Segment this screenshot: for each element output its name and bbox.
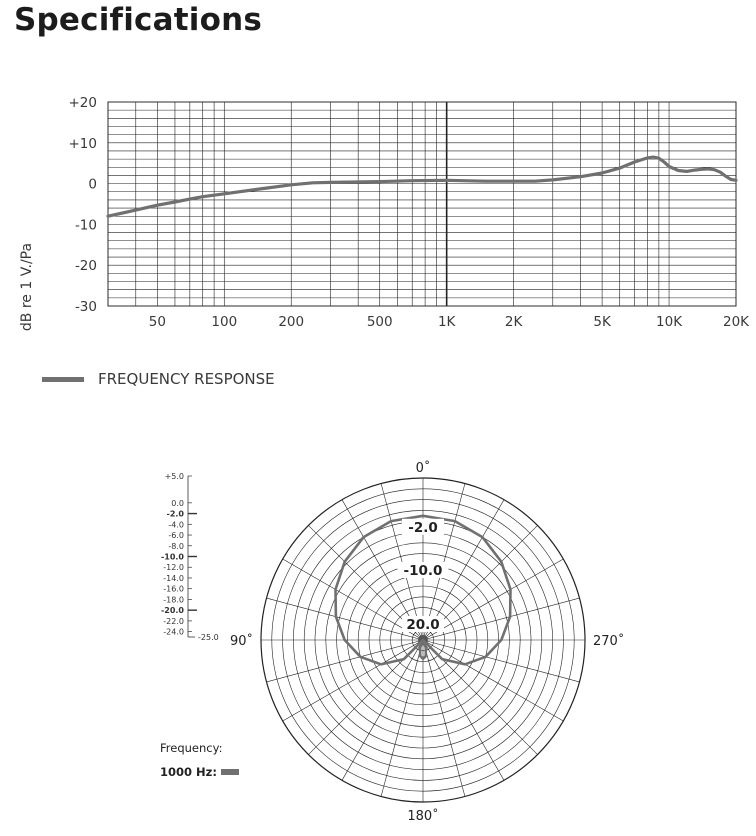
x-tick-label: 100: [211, 314, 238, 330]
y-axis-label: dB re 1 V./Pa: [19, 242, 35, 332]
y-tick-label: -30: [74, 299, 97, 315]
x-tick-label: 1K: [437, 314, 456, 330]
scale-label: -16.0: [163, 584, 184, 594]
scale-label: -8.0: [168, 541, 184, 551]
y-tick-label: -20: [74, 258, 97, 275]
scale-label: -10.0: [160, 552, 184, 562]
x-tick-label: 50: [148, 314, 166, 330]
scale-label: -22.0: [163, 616, 184, 626]
polar-spoke: [342, 640, 423, 780]
polar-legend-label: 1000 Hz:: [160, 765, 217, 779]
grid: [108, 102, 736, 306]
polar-spoke: [283, 640, 423, 721]
scale-label: -2.0: [166, 509, 184, 519]
legend-label: FREQUENCY RESPONSE: [98, 370, 275, 388]
angle-label: 180˚: [407, 809, 439, 824]
y-tick-label: 0: [88, 176, 97, 193]
x-tick-label: 2K: [504, 314, 523, 330]
ring-label: 20.0: [406, 617, 440, 633]
scale-label: 0.0: [171, 498, 184, 508]
polar-legend-swatch: [221, 769, 239, 775]
angle-label: 270˚: [593, 634, 625, 649]
scale-label: -20.0: [160, 606, 184, 616]
frequency-response-legend: [42, 369, 275, 389]
ring-label: -2.0: [408, 519, 438, 536]
y-tick-label: +10: [68, 135, 97, 152]
scale-label: -25.0: [198, 633, 219, 642]
scale-label: -18.0: [163, 595, 184, 605]
polar-spoke: [267, 598, 423, 640]
scale-label: -12.0: [163, 563, 184, 573]
scale-label: -24.0: [163, 627, 184, 637]
polar-pattern-chart: [0, 440, 756, 836]
legend-swatch: [42, 377, 84, 382]
polar-legend-entry: [160, 765, 239, 779]
ring-label: -10.0: [403, 563, 443, 579]
x-tick-label: 200: [278, 314, 305, 330]
polar-spoke: [423, 640, 563, 721]
x-tick-label: 500: [366, 314, 393, 330]
y-tick-label: -10: [74, 217, 97, 234]
page-title: Specifications: [14, 2, 263, 38]
y-tick-label: +20: [68, 95, 97, 111]
angle-label: 0˚: [415, 461, 431, 476]
x-tick-label: 10K: [656, 314, 683, 330]
scale-label: -4.0: [168, 520, 184, 530]
frequency-response-line: [108, 157, 736, 216]
scale-label: +5.0: [164, 472, 184, 481]
polar-spoke: [423, 640, 504, 780]
scale-label: -14.0: [163, 573, 184, 583]
polar-legend-title: Frequency:: [160, 741, 223, 755]
plot-frame: [108, 102, 736, 306]
polar-spoke: [423, 598, 579, 640]
x-tick-label: 20K: [722, 314, 750, 330]
angle-label: 90˚: [229, 634, 253, 649]
x-tick-label: 5K: [593, 314, 611, 330]
frequency-response-chart: [0, 80, 756, 345]
scale-label: -6.0: [168, 531, 184, 541]
